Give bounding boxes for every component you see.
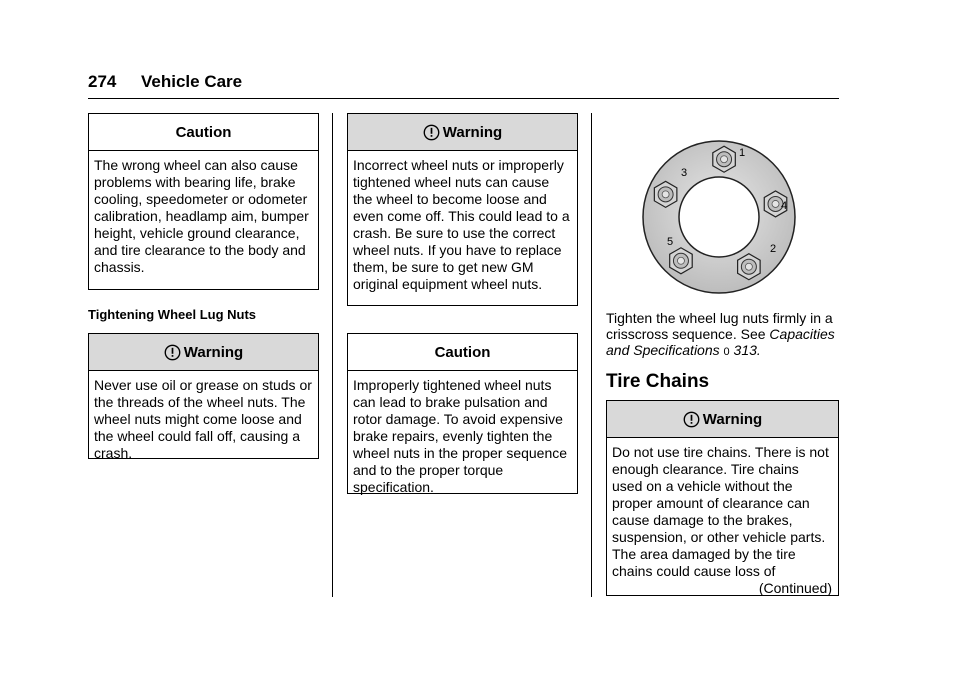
instruction-paragraph — [606, 310, 842, 360]
caution-box-tightening — [347, 333, 578, 494]
warning-icon — [683, 411, 700, 428]
caution-title: Caution — [89, 114, 318, 151]
capacities-link[interactable]: Capacities and Specifications — [606, 326, 835, 358]
label-2: 2 — [770, 243, 777, 255]
warning-box-oil-grease — [88, 333, 319, 459]
caution-box-wrong-wheel — [88, 113, 319, 290]
warning-title: Warning — [702, 410, 763, 428]
lug-nut — [670, 248, 693, 274]
page-ref-number: 313. — [733, 342, 761, 358]
warning-header — [89, 334, 318, 371]
warning-body-wrap — [607, 438, 838, 600]
column-divider-2 — [591, 113, 592, 597]
hub-center-hole — [679, 177, 759, 257]
page-ref-symbol: 0 — [723, 346, 730, 358]
warning-body: Do not use tire chains. There is not enough clearance. Tire chains used on a vehicle without the proper amount of clearance can cause damage to the brakes, suspension, or other vehicle parts. The area damaged by the tire chains could cause loss of — [612, 444, 829, 579]
lug-nut — [738, 254, 761, 280]
warning-box-tire-chains — [606, 400, 839, 596]
warning-title: Warning — [183, 343, 244, 361]
warning-body: Never use oil or grease on studs or the threads of the wheel nuts. The wheel nuts might come loose and the wheel could fall off, causing a crash. — [94, 377, 312, 461]
lug-nut — [654, 181, 677, 207]
caution-body: The wrong wheel can also cause problems with bearing life, brake cooling, speedometer or odometer calibration, headlamp aim, bumper height, vehicle ground clearance, and tire clearance to the body and chassis. — [94, 157, 309, 275]
label-1: 1 — [739, 147, 746, 159]
column-divider-1 — [332, 113, 333, 597]
warning-body: Incorrect wheel nuts or improperly tightened wheel nuts can cause the wheel to become loose and even come off. This could lead to a crash. Be sure to use the correct wheel nuts. If you have to replace them, be sure to get new GM original equipment wheel nuts. — [353, 157, 570, 292]
warning-icon — [164, 344, 181, 361]
section-heading-tire-chains: Tire Chains — [606, 371, 710, 392]
warning-icon — [423, 124, 440, 141]
instruction-text: Tighten the wheel lug nuts firmly in a crisscross sequence. See — [606, 310, 833, 342]
lug-nut — [713, 146, 736, 172]
subheading-tightening-lug-nuts: Tightening Wheel Lug Nuts — [88, 307, 257, 322]
label-4: 4 — [781, 200, 788, 212]
page-number: 274 — [88, 72, 117, 91]
header-rule — [88, 98, 839, 99]
label-5: 5 — [667, 236, 674, 248]
label-3: 3 — [681, 167, 688, 179]
warning-title: Warning — [442, 123, 503, 141]
caution-title: Caution — [348, 334, 577, 371]
section-title: Vehicle Care — [141, 72, 243, 91]
running-header — [88, 72, 242, 92]
lug-nut-sequence-diagram — [634, 132, 804, 302]
caution-body: Improperly tightened wheel nuts can lead to brake pulsation and rotor damage. To avoid expensive brake repairs, evenly tighten the wheel nuts in the proper sequence and to the proper torque specification. — [353, 377, 568, 495]
warning-header — [348, 114, 577, 151]
warning-box-incorrect-nuts — [347, 113, 578, 306]
continued-label: (Continued) — [758, 580, 832, 596]
warning-header — [607, 401, 838, 438]
